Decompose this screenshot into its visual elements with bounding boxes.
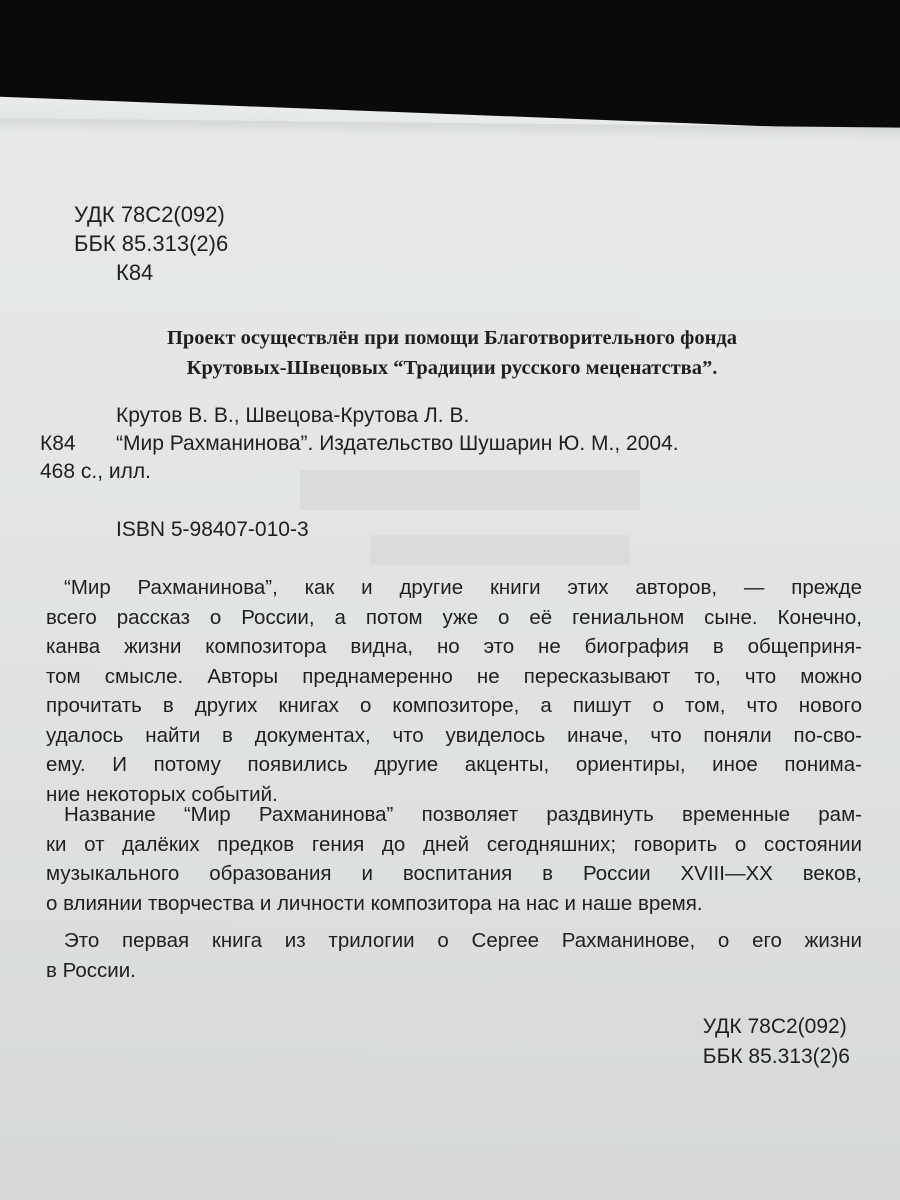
title-and-publisher: “Мир Рахманинова”. Издательство Шушарин Ю. М., 2004. <box>116 432 679 455</box>
title-row <box>40 430 860 458</box>
annotation-paragraph-1 <box>46 573 862 809</box>
isbn: ISBN 5-98407-010-3 <box>116 518 309 541</box>
authors: Крутов В. В., Швецова-Крутова Л. В. <box>116 404 470 427</box>
paragraph-line: прочитать в других книгах о композиторе, а пишут о том, что нового <box>46 694 862 717</box>
classification-codes-top <box>74 200 228 287</box>
annotation-paragraph-2 <box>46 800 862 918</box>
paragraph-line: канва жизни композитора видна, но это не биография в общеприня- <box>46 635 862 658</box>
classification-codes-bottom <box>703 1012 850 1072</box>
sponsor-note-line: Крутовых-Швецовых “Традиции русского меценатства”. <box>186 357 718 379</box>
paragraph-line: ние некоторых событий. <box>46 782 278 806</box>
paragraph-line: музыкального образования и воспитания в России XVIII—XX веков, <box>46 862 862 885</box>
paragraph-line: удалось найти в документах, что увиделось иначе, что поняли по-сво- <box>46 723 862 747</box>
paragraph-line: том смысле. Авторы преднамеренно не пересказывают то, что можно <box>46 664 862 688</box>
paragraph-line: “Мир Рахманинова”, как и другие книги этих авторов, — прежде <box>64 576 862 599</box>
sponsor-note-line: Проект осуществлён при помощи Благотворительного фонда <box>166 327 738 349</box>
paragraph-line: Название “Мир Рахманинова” позволяет раздвинуть временные рам- <box>64 803 862 826</box>
page-extent: 468 с., илл. <box>40 460 151 483</box>
sponsor-note <box>82 323 822 383</box>
bbk-code: ББК 85.313(2)6 <box>74 231 229 256</box>
bibliographic-record <box>40 402 860 544</box>
paragraph-line: ки от далёких предков гения до дней сегодняшних; говорить о состоянии <box>46 832 862 856</box>
paragraph-line: Это первая книга из трилогии о Сергее Рахманинове, о его жизни <box>64 929 862 952</box>
paragraph-line: ему. И потому появились другие акценты, ориентиры, иное понима- <box>46 753 862 776</box>
udk-code: УДК 78С2(092) <box>74 202 225 227</box>
paragraph-line: в России. <box>46 958 136 982</box>
annotation-paragraph-3 <box>46 926 862 985</box>
paragraph-line: всего рассказ о России, а потом уже о её гениальном сыне. Конечно, <box>46 605 862 629</box>
record-code: К84 <box>40 432 76 455</box>
paragraph-line: о влиянии творчества и личности композитора на нас и наше время. <box>46 891 703 915</box>
udk-code: УДК 78С2(092) <box>702 1015 847 1038</box>
author-mark: К84 <box>116 260 154 285</box>
bbk-code: ББК 85.313(2)6 <box>702 1045 850 1068</box>
